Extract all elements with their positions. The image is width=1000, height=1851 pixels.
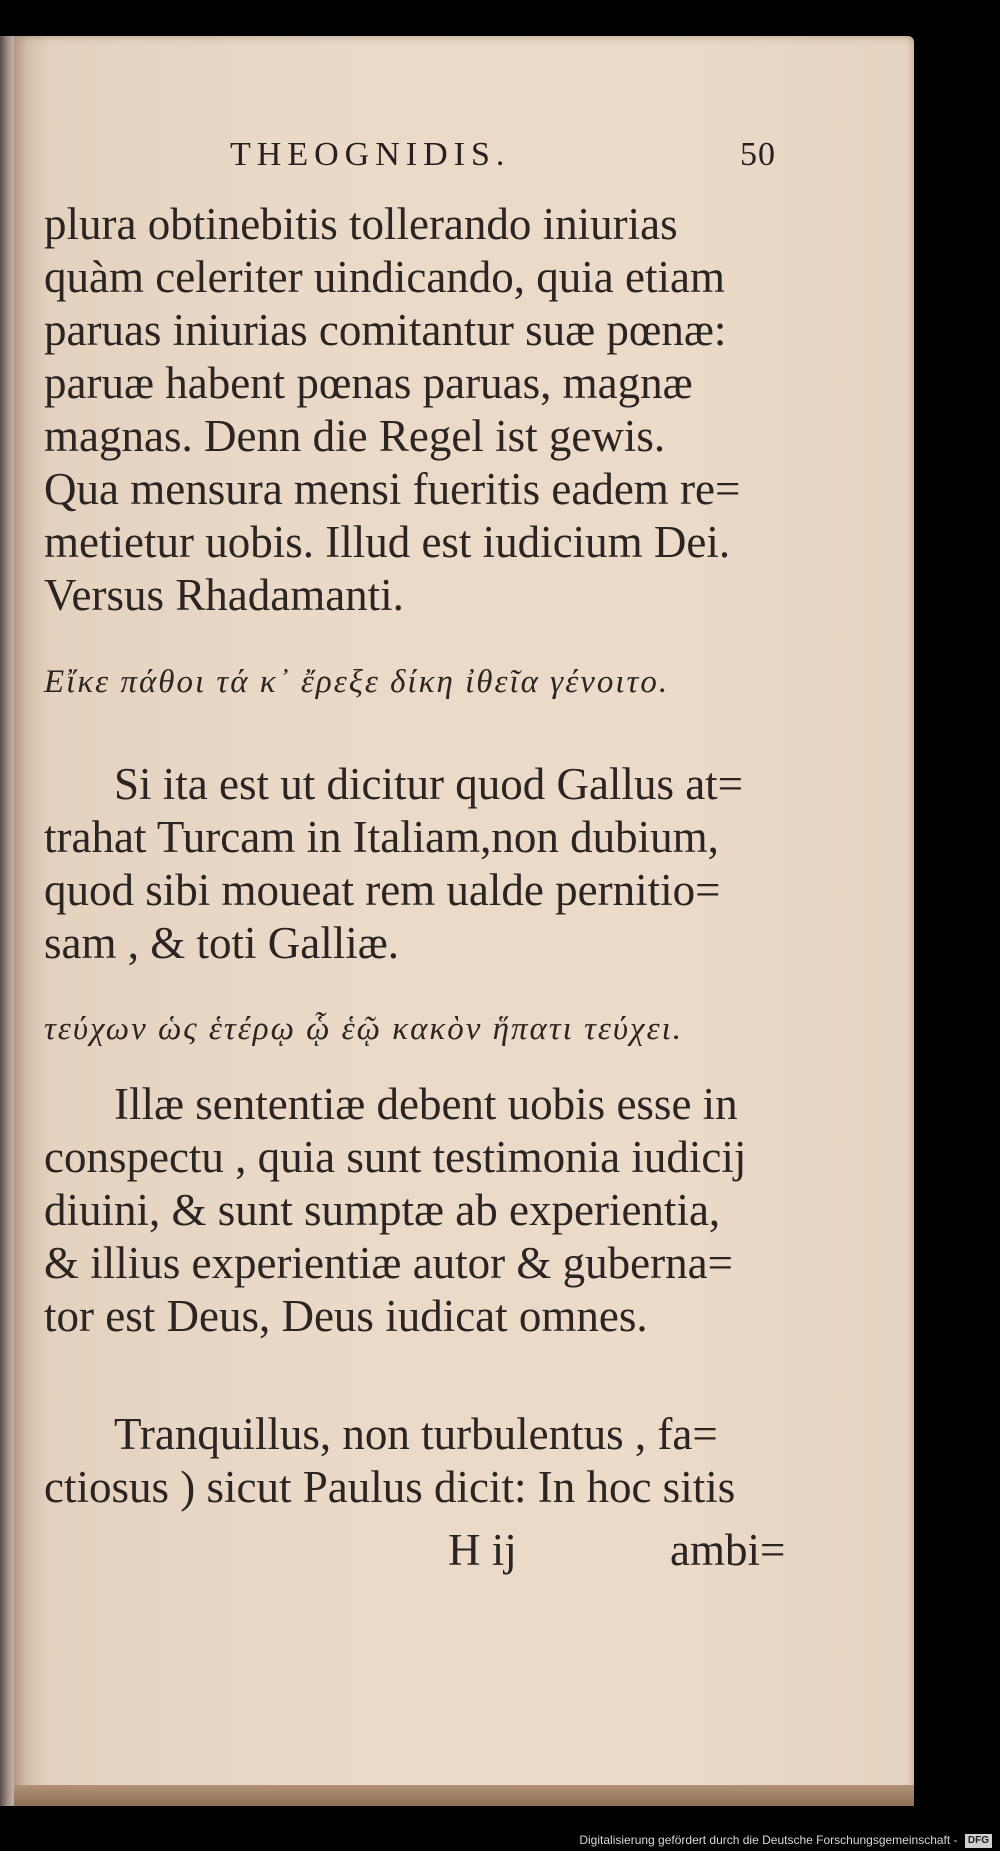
text-line: Tranquillus, non turbulentus , fa= (114, 1409, 718, 1459)
running-head: THEOGNIDIS. (230, 136, 511, 173)
digitization-credit (0, 1829, 1000, 1851)
text-line: quod sibi moueat rem ualde pernitio= (44, 865, 721, 915)
page-bottom-edge (14, 1785, 914, 1806)
text-line: Versus Rhadamanti. (44, 570, 404, 620)
text-line: Illæ sententiæ debent uobis esse in (114, 1079, 738, 1129)
text-line: plura obtinebitis tollerando iniurias (44, 199, 678, 249)
text-line: paruæ habent pœnas paruas, magnæ (44, 358, 693, 408)
text-line: quàm celeriter uindicando, quia etiam (44, 252, 725, 302)
greek-verse: τεύχων ὡς ἑτέρῳ ᾧ ἑῷ κακὸν ἥπατι τεύχει. (44, 1011, 683, 1047)
text-line: magnas. Denn die Regel ist gewis. (44, 411, 666, 461)
text-line: trahat Turcam in Italiam,non dubium, (44, 812, 719, 862)
greek-verse: Εἴκε πάθοι τά κ᾽ ἔρεξε δίκη ἰθεῖα γένοιτο. (44, 664, 670, 700)
page-number: 50 (740, 136, 776, 173)
book-page (14, 36, 914, 1806)
credit-text: Digitalisierung gefördert durch die Deutsche Forschungsgemeinschaft - (579, 1833, 958, 1847)
text-line: diuini, & sunt sumptæ ab experientia, (44, 1185, 721, 1235)
signature-mark: H ij (448, 1525, 517, 1575)
text-line: tor est Deus, Deus iudicat omnes. (44, 1291, 648, 1341)
dfg-logo: DFG (965, 1834, 992, 1848)
text-line: paruas iniurias comitantur suæ pœnæ: (44, 305, 727, 355)
text-line: conspectu , quia sunt testimonia iudicij (44, 1132, 747, 1182)
text-line: Si ita est ut dicitur quod Gallus at= (114, 759, 744, 809)
text-line: sam , & toti Galliæ. (44, 918, 399, 968)
text-line: Qua mensura mensi fueritis eadem re= (44, 464, 741, 514)
text-line: ctiosus ) sicut Paulus dicit: In hoc sitis (44, 1462, 736, 1512)
page-fore-edge (0, 36, 14, 1806)
catchword: ambi= (670, 1525, 786, 1575)
text-line: & illius experientiæ autor & guberna= (44, 1238, 733, 1288)
text-line: metietur uobis. Illud est iudicium Dei. (44, 517, 731, 567)
